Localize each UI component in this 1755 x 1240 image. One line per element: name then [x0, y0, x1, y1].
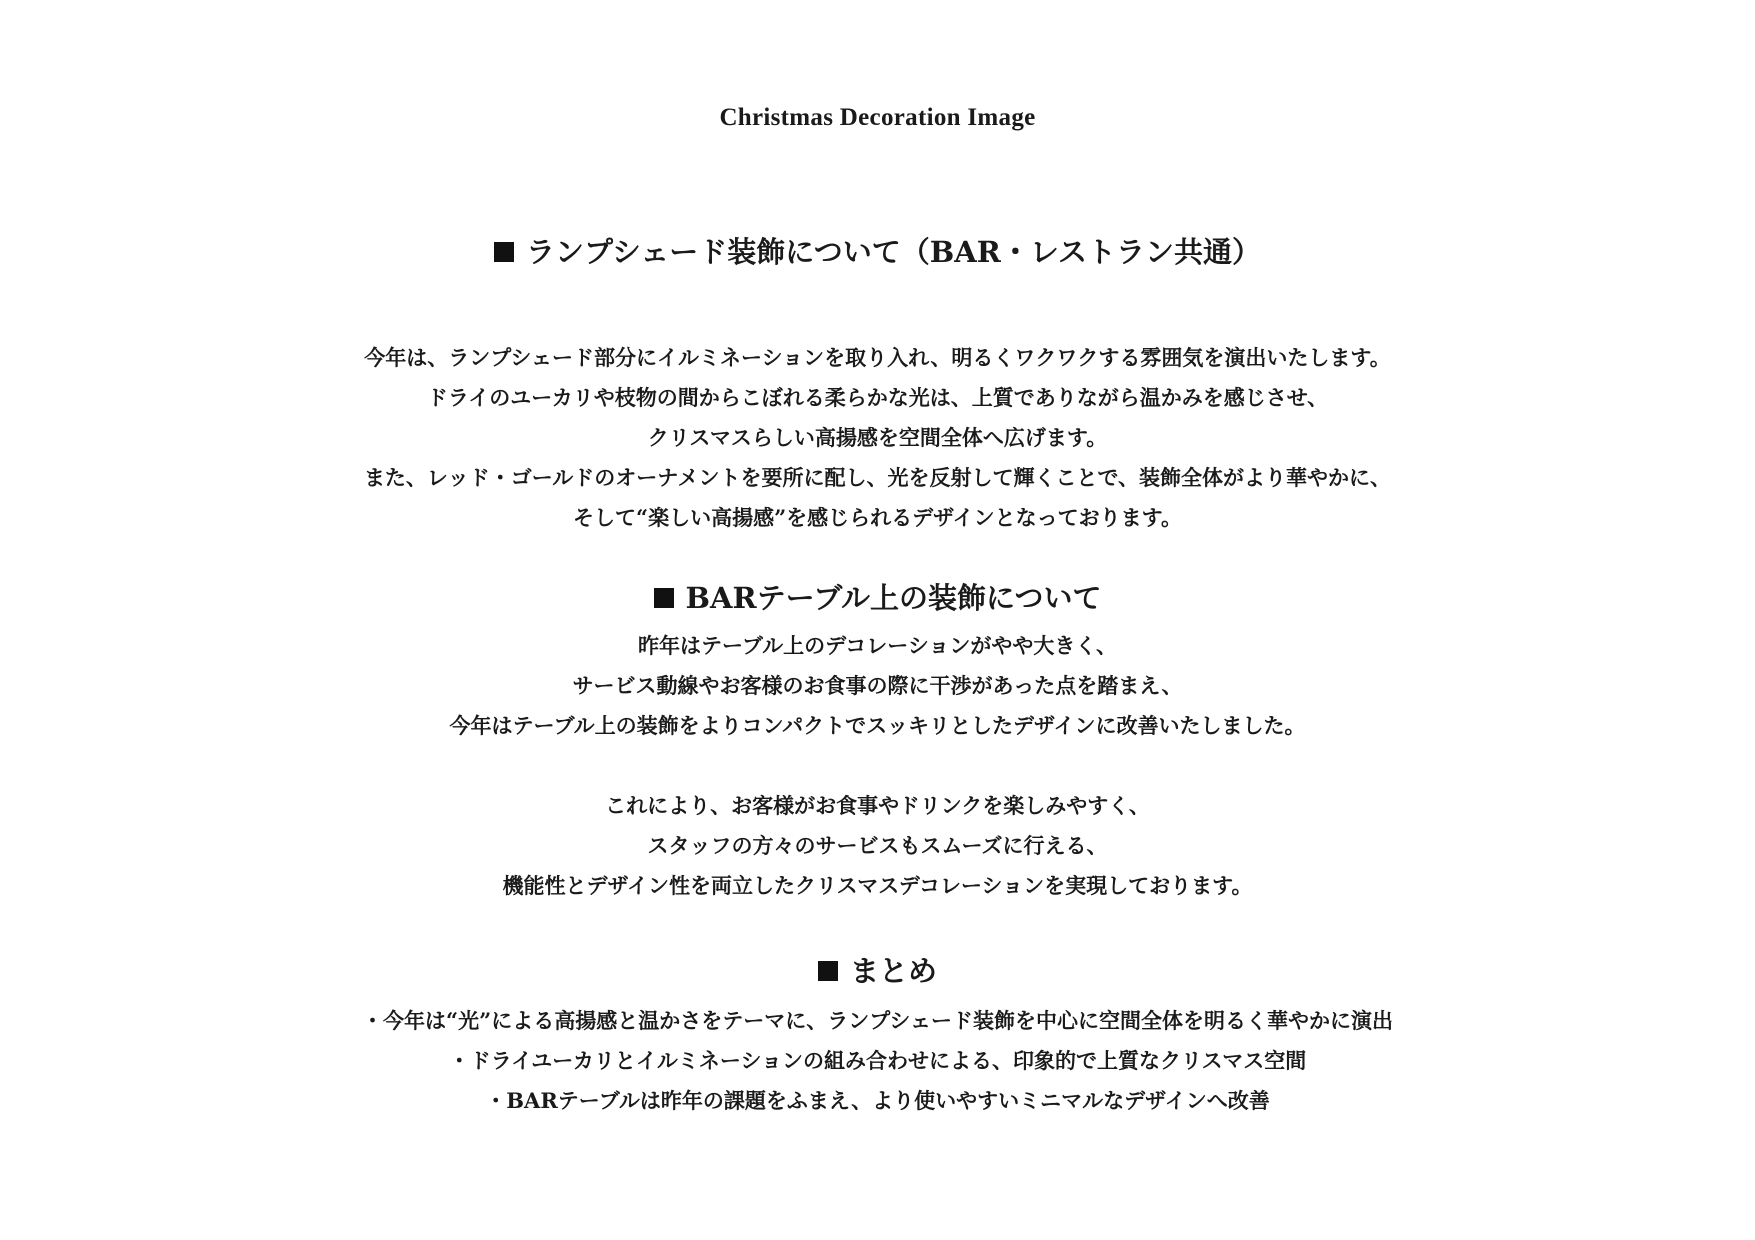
square-bullet-icon — [654, 588, 674, 608]
body-line: スタッフの方々のサービスもスムーズに行える、 — [647, 833, 1108, 858]
section-heading — [0, 951, 1755, 991]
body-line: サービス動線やお客様のお食事の際に干渉があった点を踏まえ、 — [572, 673, 1183, 698]
square-bullet-icon — [818, 961, 838, 981]
document-title: Christmas Decoration Image — [719, 104, 1036, 131]
body-line: 今年は、ランプシェード部分にイルミネーションを取り入れ、明るくワクワクする雰囲気を演出いたします。 — [364, 345, 1391, 370]
body-line: 今年はテーブル上の装飾をよりコンパクトでスッキリとしたデザインに改善いたしました。 — [449, 713, 1306, 738]
body-line: 機能性とデザイン性を両立したクリスマスデコレーションを実現しております。 — [502, 873, 1253, 898]
body-line: そして“楽しい高揚感”を感じられるデザインとなっております。 — [572, 505, 1182, 530]
summary-item: ・今年は“光”による高揚感と温かさをテーマに、ランプシェード装飾を中心に空間全体を明るく華やかに演出 — [362, 1008, 1393, 1033]
section-heading-text: ランプシェード装飾について（BAR・レストラン共通） — [526, 235, 1261, 269]
section-heading — [0, 232, 1755, 272]
section-heading-text: BARテーブル上の装飾について — [685, 581, 1102, 615]
body-line: これにより、お客様がお食事やドリンクを楽しみやすく、 — [605, 793, 1150, 818]
section-body — [0, 626, 1755, 906]
section-bar-table — [0, 578, 1755, 906]
body-line: クリスマスらしい高揚感を空間全体へ広げます。 — [647, 425, 1108, 450]
summary-list — [0, 1001, 1755, 1121]
body-line: また、レッド・ゴールドのオーナメントを要所に配し、光を反射して輝くことで、装飾全体がより華やかに、 — [363, 465, 1392, 490]
section-summary — [0, 951, 1755, 1121]
section-heading-text: まとめ — [849, 954, 937, 988]
section-body — [0, 338, 1755, 538]
body-line: 昨年はテーブル上のデコレーションがやや大きく、 — [637, 633, 1117, 658]
summary-item: ・ドライユーカリとイルミネーションの組み合わせによる、印象的で上質なクリスマス空間 — [448, 1048, 1307, 1073]
body-line: ドライのユーカリや枝物の間からこぼれる柔らかな光は、上質でありながら温かみを感じさせ、 — [426, 385, 1329, 410]
section-lampshade — [0, 232, 1755, 538]
square-bullet-icon — [494, 242, 514, 262]
summary-item: ・BARテーブルは昨年の課題をふまえ、より使いやすいミニマルなデザインへ改善 — [485, 1088, 1270, 1113]
blank-line — [0, 746, 1755, 786]
section-heading — [0, 578, 1755, 618]
